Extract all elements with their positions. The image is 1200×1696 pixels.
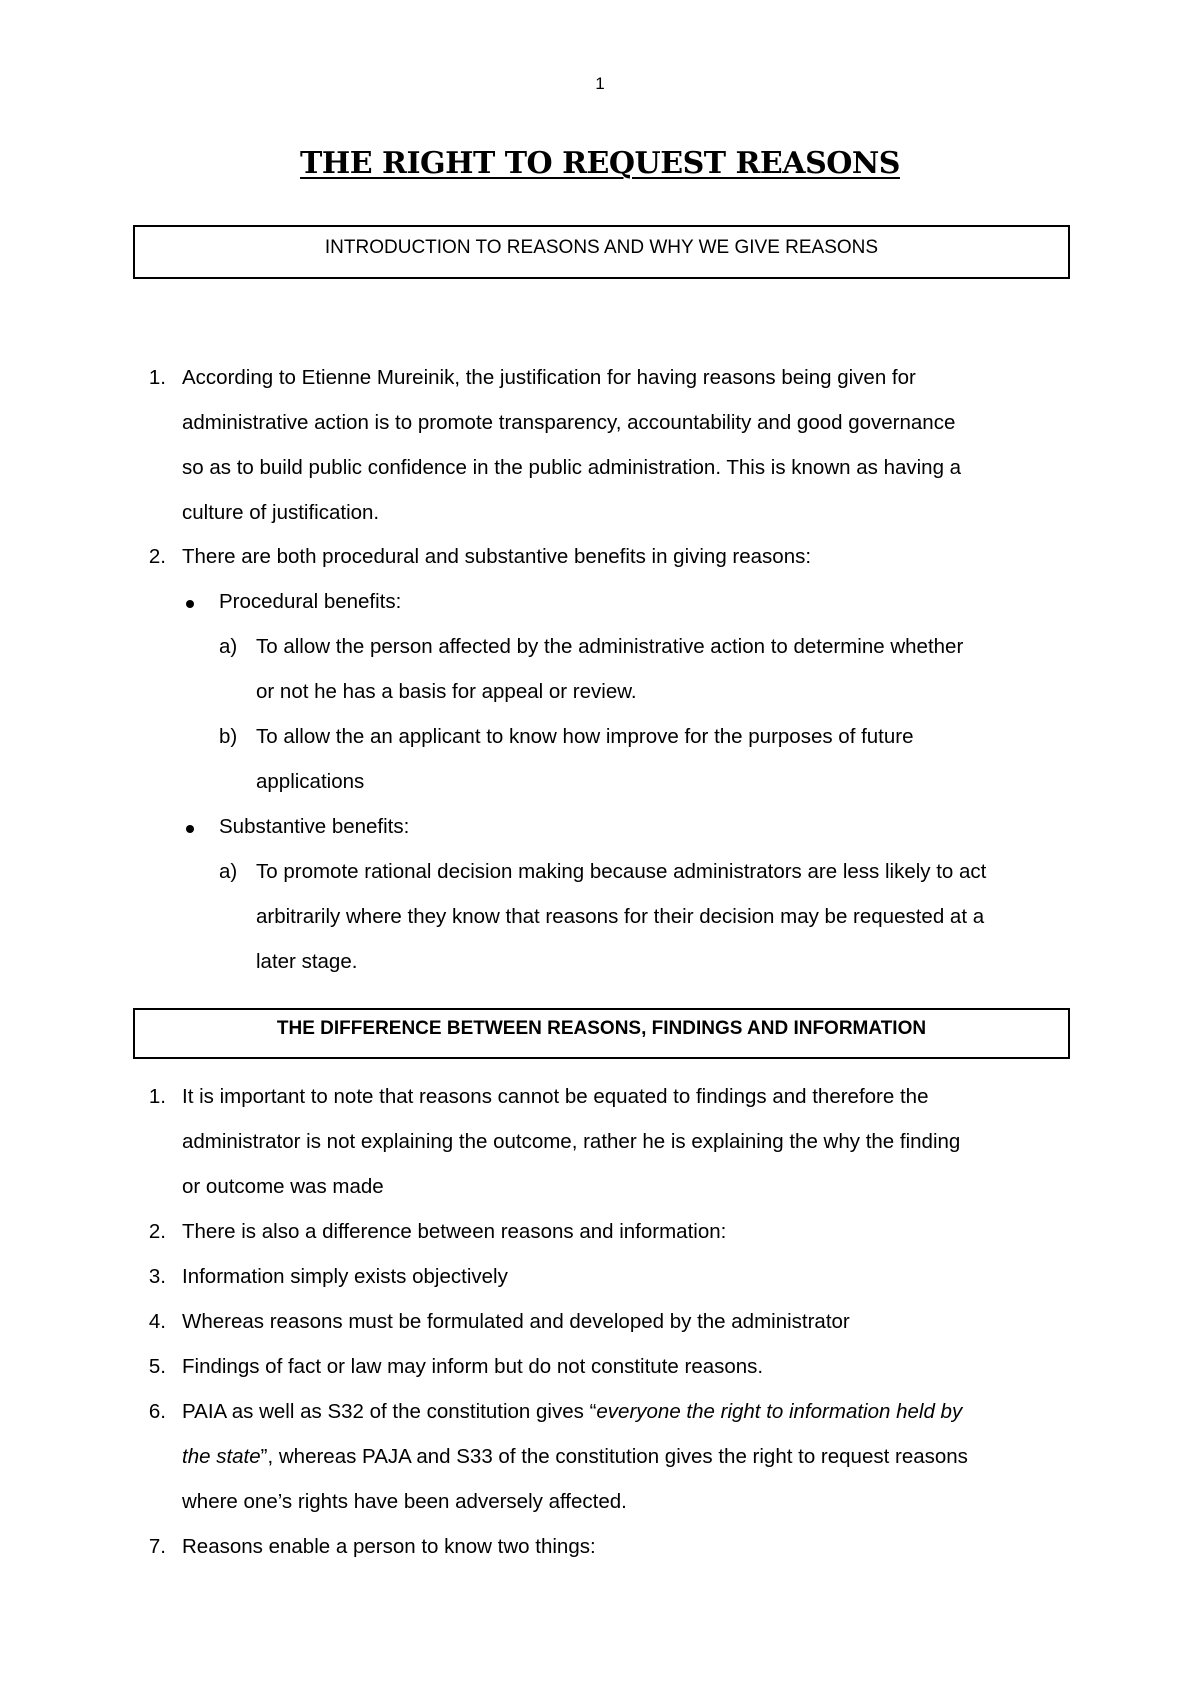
sub-list-line: To allow the an applicant to know how improve for the purposes of future — [256, 725, 914, 748]
list-item-line: According to Etienne Mureinik, the justification for having reasons being given for — [182, 366, 916, 389]
text-segment: PAIA as well as S32 of the constitution gives “ — [182, 1400, 597, 1423]
sub-list-marker: a) — [219, 635, 238, 658]
bullet-icon — [186, 825, 194, 833]
quoted-text: everyone the right to information held by — [596, 1400, 963, 1423]
bullet-label: Substantive benefits: — [219, 815, 410, 838]
sub-list-line: To promote rational decision making because administrators are less likely to act — [256, 860, 987, 883]
list-item-line: It is important to note that reasons cannot be equated to findings and therefore the — [182, 1085, 929, 1108]
list-number: 3. — [148, 1265, 166, 1288]
sub-list-marker: a) — [219, 860, 238, 883]
list-item-line: administrator is not explaining the outcome, rather he is explaining the why the finding — [182, 1130, 961, 1153]
list-number: 4. — [148, 1310, 166, 1333]
list-item-line: There is also a difference between reasons and information: — [182, 1220, 727, 1243]
list-item-line: Findings of fact or law may inform but do not constitute reasons. — [182, 1355, 764, 1378]
list-item-line — [182, 1445, 968, 1469]
list-item-line: Whereas reasons must be formulated and developed by the administrator — [182, 1310, 850, 1333]
sub-list-marker: b) — [219, 725, 238, 748]
bullet-icon — [186, 600, 194, 608]
list-item-line: administrative action is to promote transparency, accountability and good governance — [182, 411, 956, 434]
quoted-text: the state — [182, 1445, 261, 1468]
page-number: 1 — [595, 74, 605, 93]
list-item-line: or outcome was made — [182, 1175, 384, 1198]
list-item-line: so as to build public confidence in the public administration. This is known as having a — [182, 456, 962, 479]
list-number: 2. — [148, 1220, 166, 1243]
list-number: 6. — [148, 1400, 166, 1423]
document-title: THE RIGHT TO REQUEST REASONS — [300, 146, 900, 181]
section-heading-difference — [133, 1008, 1070, 1059]
list-item-line: There are both procedural and substantive benefits in giving reasons: — [182, 545, 812, 568]
sub-list-line: or not he has a basis for appeal or review. — [256, 680, 637, 703]
sub-list-line: To allow the person affected by the administrative action to determine whether — [256, 635, 964, 658]
list-number: 5. — [148, 1355, 166, 1378]
list-number: 7. — [148, 1535, 166, 1558]
list-item-line: where one’s rights have been adversely affected. — [182, 1490, 627, 1513]
sub-list-line: applications — [256, 770, 365, 793]
text-segment: ”, whereas PAJA and S33 of the constitution gives the right to request reasons — [260, 1445, 968, 1468]
section-heading-text: INTRODUCTION TO REASONS AND WHY WE GIVE REASONS — [324, 237, 879, 258]
list-number: 1. — [148, 366, 166, 389]
sub-list-line: later stage. — [256, 950, 358, 973]
sub-list-line: arbitrarily where they know that reasons for their decision may be requested at a — [256, 905, 985, 928]
list-item-line: culture of justification. — [182, 501, 380, 524]
list-item-line: Information simply exists objectively — [182, 1265, 508, 1288]
section-heading-introduction — [133, 225, 1070, 279]
list-number: 1. — [148, 1085, 166, 1108]
list-item-line — [182, 1400, 962, 1424]
list-number: 2. — [148, 545, 166, 568]
list-item-line: Reasons enable a person to know two things: — [182, 1535, 596, 1558]
section-heading-text: THE DIFFERENCE BETWEEN REASONS, FINDINGS AND INFORMATION — [276, 1018, 927, 1039]
bullet-label: Procedural benefits: — [219, 590, 402, 613]
